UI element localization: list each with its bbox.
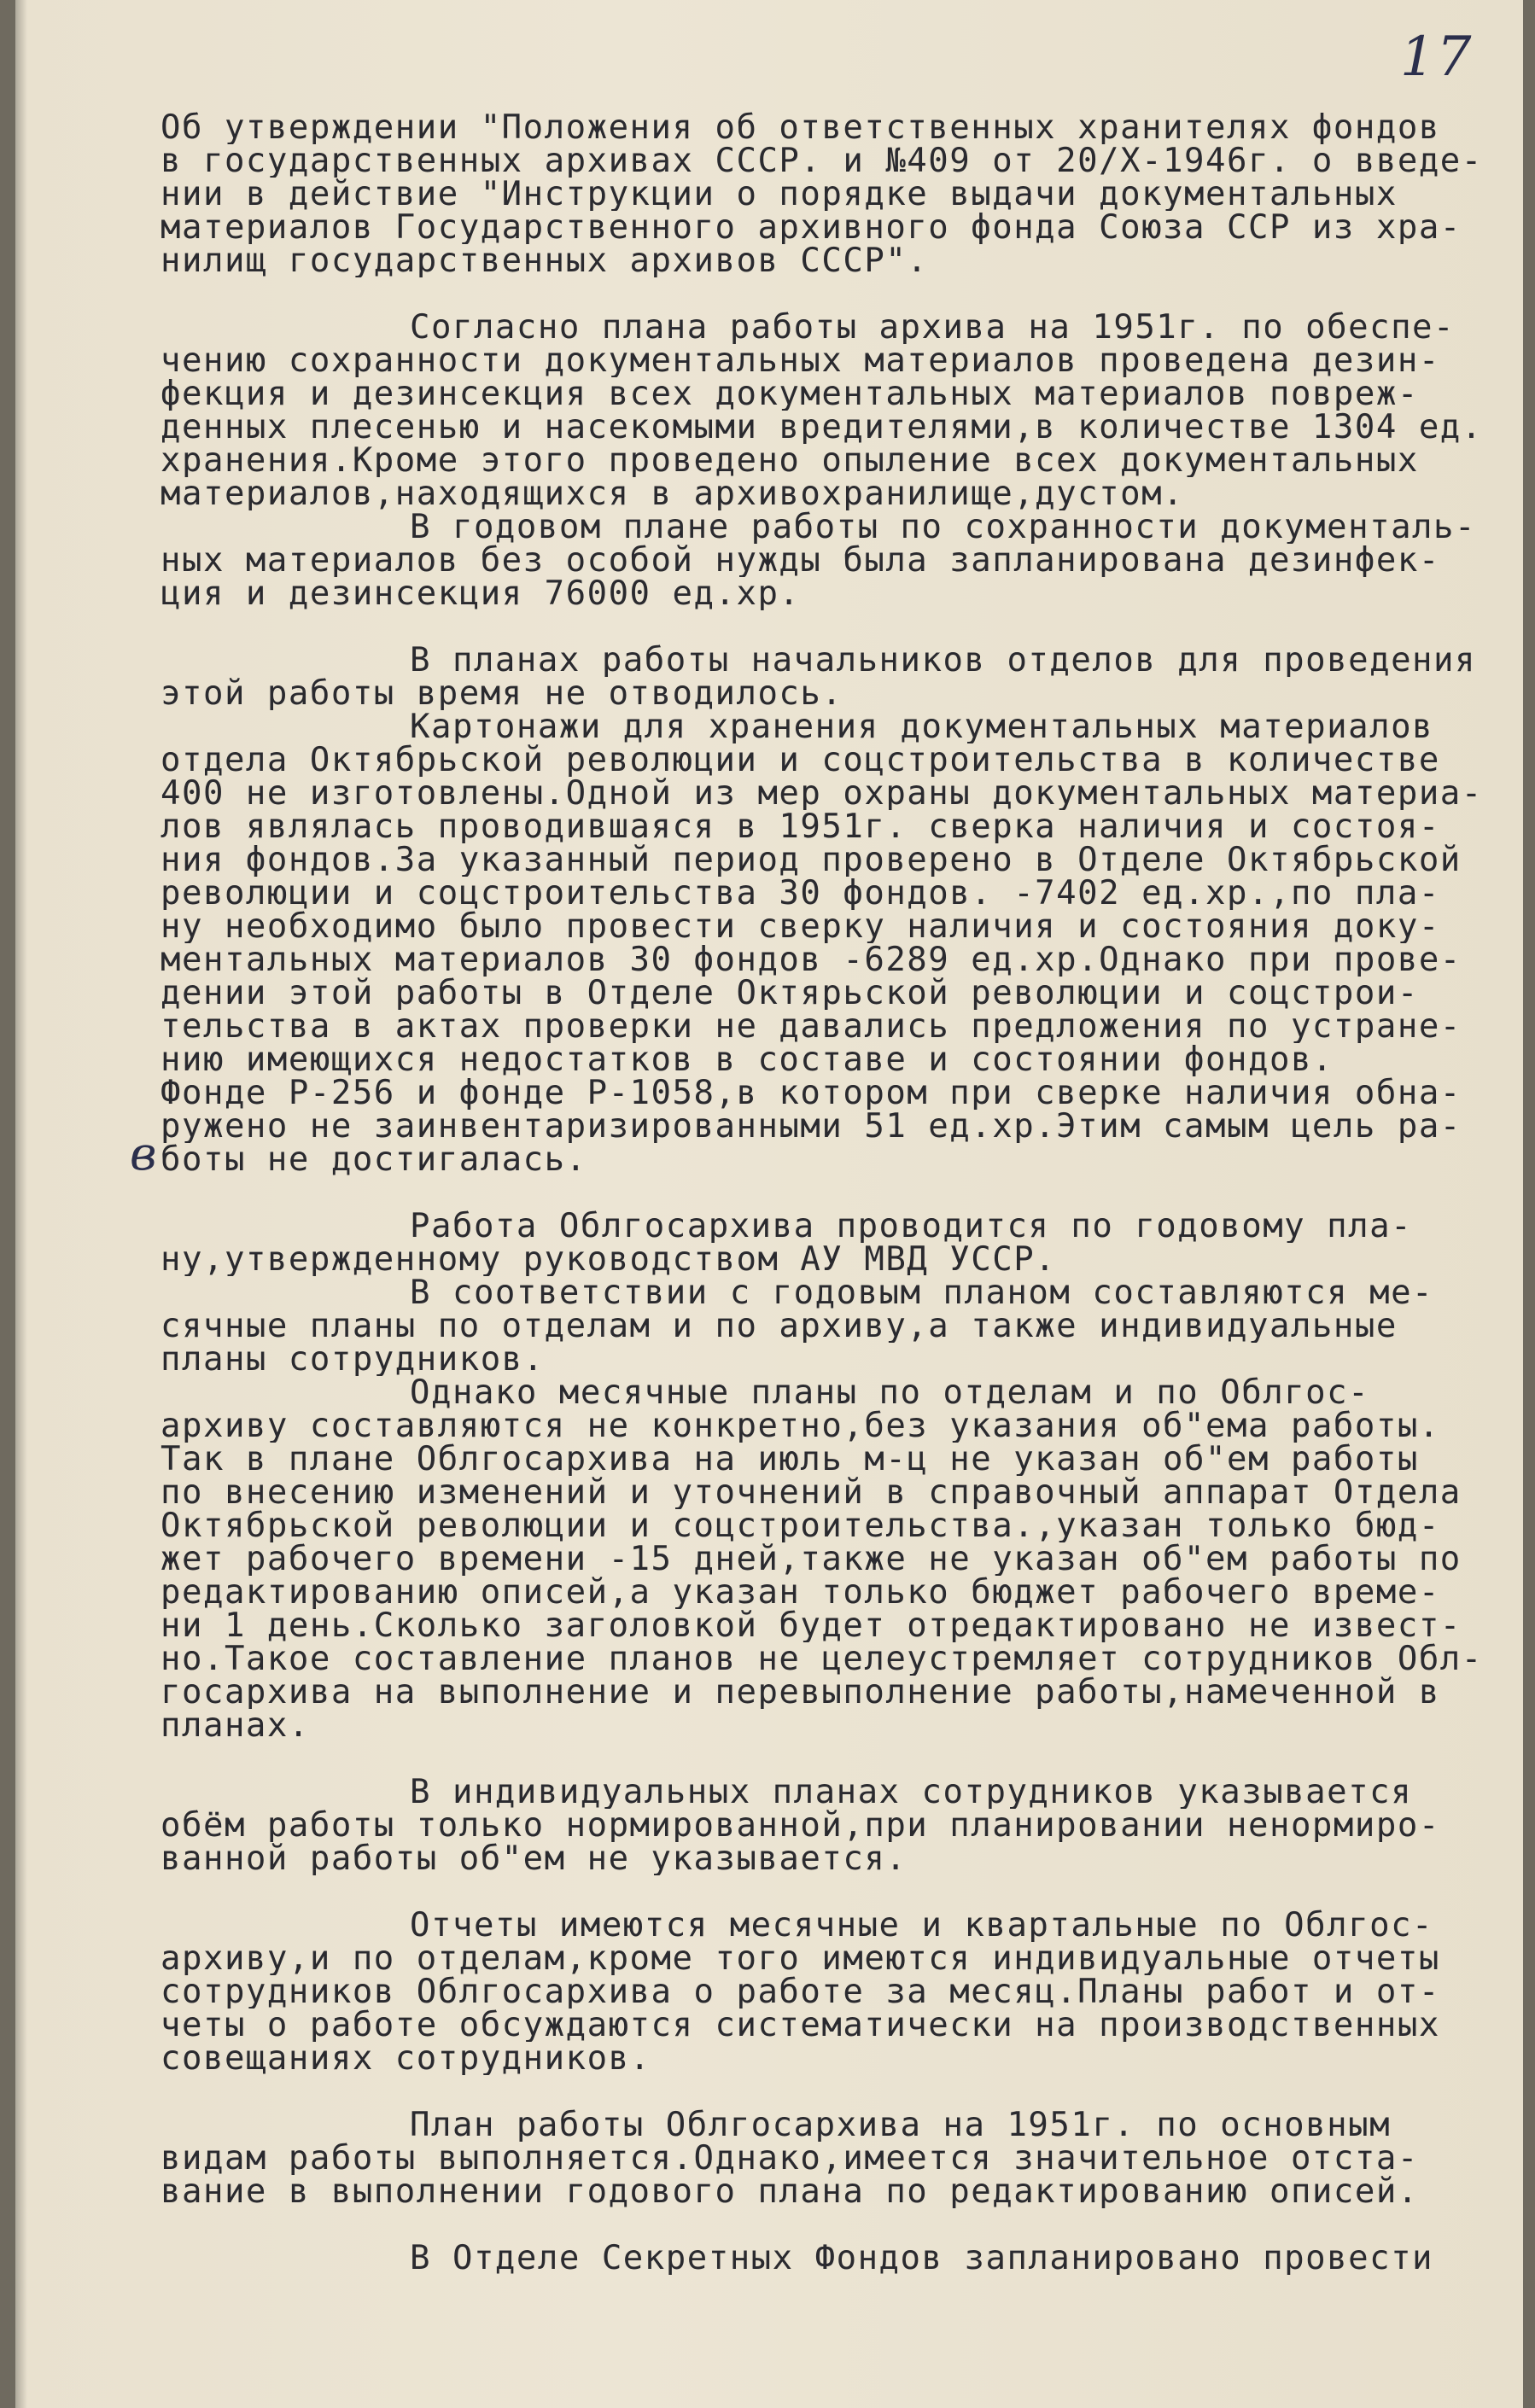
paragraph-cartons (161, 710, 1492, 1176)
paragraph-individual-plans (161, 1775, 1492, 1875)
text-line: ну необходимо было провести сверку наличия и состояния доку- (161, 910, 1440, 943)
paragraph-work-plan (161, 1210, 1492, 1276)
text-line: нии в действие "Инструкции о порядке выдачи документальных (161, 178, 1398, 211)
paragraph-heading-continuation (161, 111, 1492, 277)
text-line: В планах работы начальников отделов для проведения (410, 644, 1476, 677)
text-line: этой работы время не отводилось. (161, 677, 843, 710)
page-number: 17 (1400, 26, 1474, 89)
text-line: В Отделе Секретных Фондов запланировано провести (410, 2242, 1434, 2275)
text-line: архиву составляются не конкретно,без указания об"ема работы. (161, 1409, 1440, 1443)
text-line: редактированию описей,а указан только бюджет рабочего време- (161, 1576, 1440, 1609)
text-line: Октябрьской революции и соцстроительства.,указан только бюд- (161, 1509, 1440, 1542)
text-line: нию имеющихся недостатков в составе и состоянии фондов. (161, 1043, 1334, 1076)
text-line: жет рабочего времени -15 дней,также не указан об"ем работы по (161, 1542, 1462, 1576)
text-line: 400 не изготовлены.Одной из мер охраны документальных материа- (161, 777, 1483, 810)
text-line: ни 1 день.Сколько заголовкой будет отредактировано не извест- (161, 1609, 1462, 1642)
text-line: фекция и дезинсекция всех документальных материалов повреж- (161, 377, 1419, 411)
text-line: чению сохранности документальных материалов проведена дезин- (161, 344, 1440, 377)
text-line: отдела Октябрьской революции и соцстроительства в количестве (161, 743, 1440, 777)
text-line: по внесению изменений и уточнений в справочный аппарат Отдела (161, 1476, 1462, 1509)
text-line: сячные планы по отделам и по архиву,а также индивидуальные (161, 1309, 1398, 1343)
text-line: Однако месячные планы по отделам и по Облгос- (410, 1376, 1370, 1409)
text-line: дении этой работы в Отделе Октярьской революции и соцстрои- (161, 977, 1419, 1010)
paragraph-secret-funds (161, 2242, 1492, 2275)
paragraph-plan-execution (161, 2108, 1492, 2208)
text-line: Согласно плана работы архива на 1951г. по обеспе- (410, 311, 1456, 344)
text-line: сотрудников Облгосархива о работе за месяц.Планы работ и от- (161, 1975, 1440, 2009)
paragraph-reports (161, 1909, 1492, 2075)
text-line: обём работы только нормированной,при планировании ненормиро- (161, 1809, 1440, 1842)
text-line: четы о работе обсуждаются систематически на производственных (161, 2009, 1440, 2042)
text-line: Картонажи для хранения документальных материалов (410, 710, 1434, 743)
text-line: В индивидуальных планах сотрудников указывается (410, 1775, 1413, 1809)
text-line: ных материалов без особой нужды была запланирована дезинфек- (161, 544, 1440, 577)
text-line: нилищ государственных архивов СССР". (161, 244, 929, 277)
text-line: Работа Облгосархива проводится по годовому пла- (410, 1210, 1413, 1243)
text-line: Фонде Р-256 и фонде Р-1058,в котором при сверке наличия обна- (161, 1076, 1462, 1110)
text-line: Об утверждении "Положения об ответственных хранителях фондов (161, 111, 1440, 144)
text-line: В годовом плане работы по сохранности документаль- (410, 510, 1476, 544)
text-line: госархива на выполнение и перевыполнение работы,намеченной в (161, 1676, 1440, 1709)
paragraph-however (161, 1376, 1492, 1742)
text-line: Так в плане Облгосархива на июль м-ц не указан об"ем работы (161, 1443, 1419, 1476)
text-line: План работы Облгосархива на 1951г. по основным (410, 2108, 1392, 2142)
text-line: ванной работы об"ем не указывается. (161, 1842, 908, 1875)
text-line: тельства в актах проверки не давались предложения по устране- (161, 1010, 1462, 1043)
text-line: ружено не заинвентаризированными 51 ед.хр.Этим самым цель ра- (161, 1110, 1462, 1143)
text-line: Отчеты имеются месячные и квартальные по Облгос- (410, 1909, 1434, 1942)
text-line: ну,утвержденному руководством АУ МВД УССР. (161, 1243, 1057, 1276)
text-line: но.Такое составление планов не целеустремляет сотрудников Обл- (161, 1642, 1483, 1676)
paragraph-department-heads (161, 644, 1492, 710)
text-line: планы сотрудников. (161, 1343, 545, 1376)
text-line: материалов,находящихся в архивохранилище,дустом. (161, 477, 1185, 510)
text-line: ния фондов.За указанный период проверено в Отделе Октябрьской (161, 843, 1462, 877)
paragraph-monthly-plans (161, 1276, 1492, 1376)
text-line: революции и соцстроительства 30 фондов. -7402 ед.хр.,по пла- (161, 877, 1440, 910)
text-line: ция и дезинсекция 76000 ед.хр. (161, 577, 801, 610)
text-line: архиву,и по отделам,кроме того имеются индивидуальные отчеты (161, 1942, 1440, 1975)
text-line: вание в выполнении годового плана по редактированию описей. (161, 2175, 1419, 2208)
text-line: в государственных архивах СССР. и №409 от 20/X-1946г. о введе- (161, 144, 1483, 178)
text-line: материалов Государственного архивного фонда Союза ССР из хра- (161, 211, 1462, 244)
text-line: В соответствии с годовым планом составляются ме- (410, 1276, 1434, 1309)
paragraph-annual-plan (161, 510, 1492, 610)
text-line: ментальных материалов 30 фондов -6289 ед.хр.Однако при прове- (161, 943, 1462, 977)
document-body (161, 111, 1492, 2275)
text-line: планах. (161, 1709, 310, 1742)
paragraph-disinfection (161, 311, 1492, 510)
document-page (15, 0, 1523, 2408)
handwritten-margin-note: в (130, 1127, 157, 1181)
text-line: денных плесенью и насекомыми вредителями,в количестве 1304 ед. (161, 411, 1483, 444)
text-line: боты не достигалась. (161, 1143, 587, 1176)
text-line: совещаниях сотрудников. (161, 2042, 651, 2075)
text-line: лов являлась проводившаяся в 1951г. сверка наличия и состоя- (161, 810, 1440, 843)
text-line: видам работы выполняется.Однако,имеется значительное отста- (161, 2142, 1419, 2175)
text-line: хранения.Кроме этого проведено опыление всех документальных (161, 444, 1419, 477)
page-edge-shadow (15, 0, 27, 2408)
